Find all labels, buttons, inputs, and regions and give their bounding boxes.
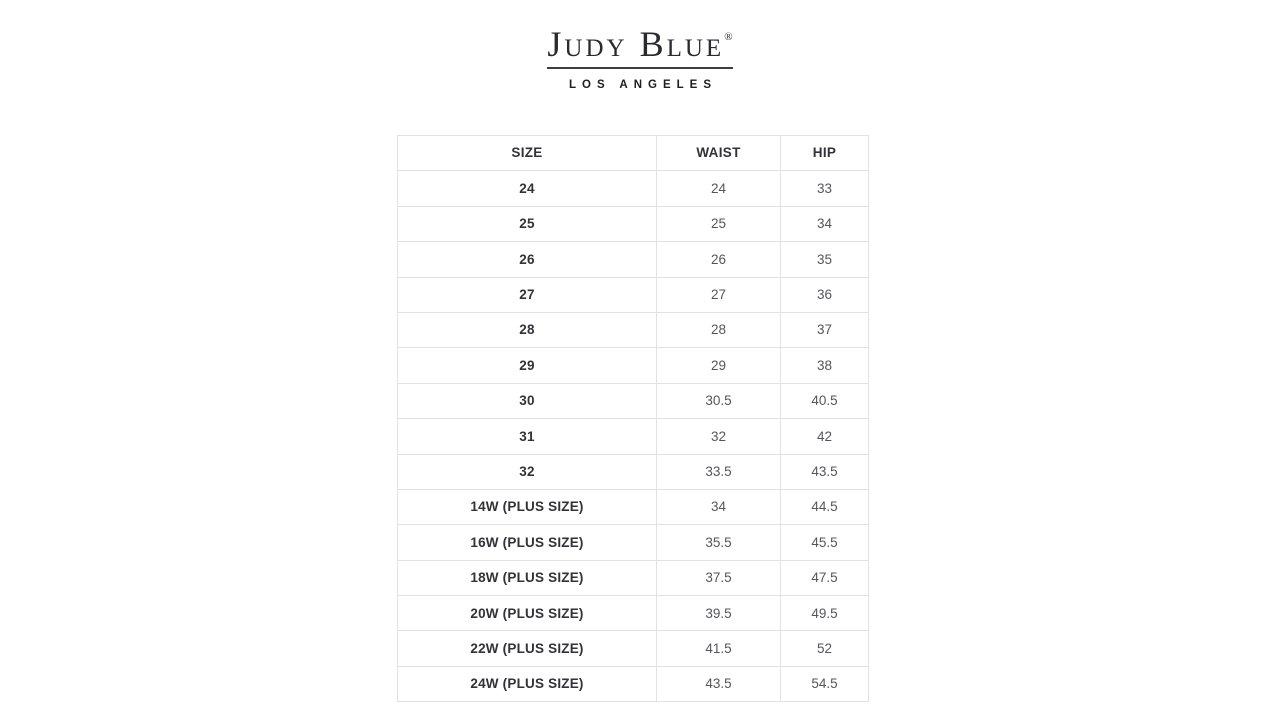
header-row xyxy=(398,136,869,171)
cell-hip: 34 xyxy=(781,206,869,241)
brand-logo xyxy=(0,26,1280,91)
cell-waist: 24 xyxy=(657,171,781,206)
cell-hip: 52 xyxy=(781,631,869,666)
cell-waist: 33.5 xyxy=(657,454,781,489)
brand-underline-rule xyxy=(547,67,733,69)
table-row xyxy=(398,631,869,666)
table-row xyxy=(398,525,869,560)
cell-waist: 28 xyxy=(657,312,781,347)
cell-size: 24W (PLUS SIZE) xyxy=(398,666,657,701)
cell-waist: 25 xyxy=(657,206,781,241)
cell-size: 25 xyxy=(398,206,657,241)
cell-hip: 49.5 xyxy=(781,596,869,631)
cell-waist: 34 xyxy=(657,489,781,524)
table-row xyxy=(398,596,869,631)
cell-size: 16W (PLUS SIZE) xyxy=(398,525,657,560)
cell-hip: 45.5 xyxy=(781,525,869,560)
cell-hip: 36 xyxy=(781,277,869,312)
brand-name-text: Judy Blue xyxy=(547,24,725,64)
cell-hip: 47.5 xyxy=(781,560,869,595)
brand-tagline: LOS ANGELES xyxy=(569,79,717,91)
header-cell-size: SIZE xyxy=(398,136,657,171)
cell-hip: 38 xyxy=(781,348,869,383)
table-row xyxy=(398,666,869,701)
cell-hip: 54.5 xyxy=(781,666,869,701)
cell-waist: 35.5 xyxy=(657,525,781,560)
header-cell-hip: HIP xyxy=(781,136,869,171)
cell-size: 31 xyxy=(398,419,657,454)
cell-hip: 44.5 xyxy=(781,489,869,524)
cell-size: 32 xyxy=(398,454,657,489)
cell-waist: 43.5 xyxy=(657,666,781,701)
table-row xyxy=(398,560,869,595)
cell-hip: 35 xyxy=(781,242,869,277)
cell-hip: 43.5 xyxy=(781,454,869,489)
cell-waist: 37.5 xyxy=(657,560,781,595)
cell-size: 28 xyxy=(398,312,657,347)
header-cell-waist: WAIST xyxy=(657,136,781,171)
cell-size: 20W (PLUS SIZE) xyxy=(398,596,657,631)
cell-waist: 41.5 xyxy=(657,631,781,666)
cell-waist: 29 xyxy=(657,348,781,383)
cell-size: 14W (PLUS SIZE) xyxy=(398,489,657,524)
size-table-body xyxy=(398,171,869,702)
table-row xyxy=(398,454,869,489)
registered-trademark-mark: ® xyxy=(724,31,733,43)
cell-size: 27 xyxy=(398,277,657,312)
cell-size: 18W (PLUS SIZE) xyxy=(398,560,657,595)
size-chart-table xyxy=(397,135,869,702)
cell-hip: 42 xyxy=(781,419,869,454)
table-row xyxy=(398,383,869,418)
table-row xyxy=(398,419,869,454)
cell-waist: 32 xyxy=(657,419,781,454)
table-row xyxy=(398,348,869,383)
cell-waist: 26 xyxy=(657,242,781,277)
cell-size: 26 xyxy=(398,242,657,277)
cell-hip: 40.5 xyxy=(781,383,869,418)
table-row xyxy=(398,242,869,277)
cell-size: 30 xyxy=(398,383,657,418)
cell-waist: 27 xyxy=(657,277,781,312)
cell-size: 24 xyxy=(398,171,657,206)
table-row xyxy=(398,312,869,347)
cell-waist: 30.5 xyxy=(657,383,781,418)
table-row xyxy=(398,171,869,206)
brand-name xyxy=(547,26,732,62)
cell-size: 22W (PLUS SIZE) xyxy=(398,631,657,666)
table-row xyxy=(398,277,869,312)
table-row xyxy=(398,489,869,524)
size-chart-header xyxy=(398,136,869,171)
table-row xyxy=(398,206,869,241)
cell-waist: 39.5 xyxy=(657,596,781,631)
cell-hip: 37 xyxy=(781,312,869,347)
cell-hip: 33 xyxy=(781,171,869,206)
cell-size: 29 xyxy=(398,348,657,383)
